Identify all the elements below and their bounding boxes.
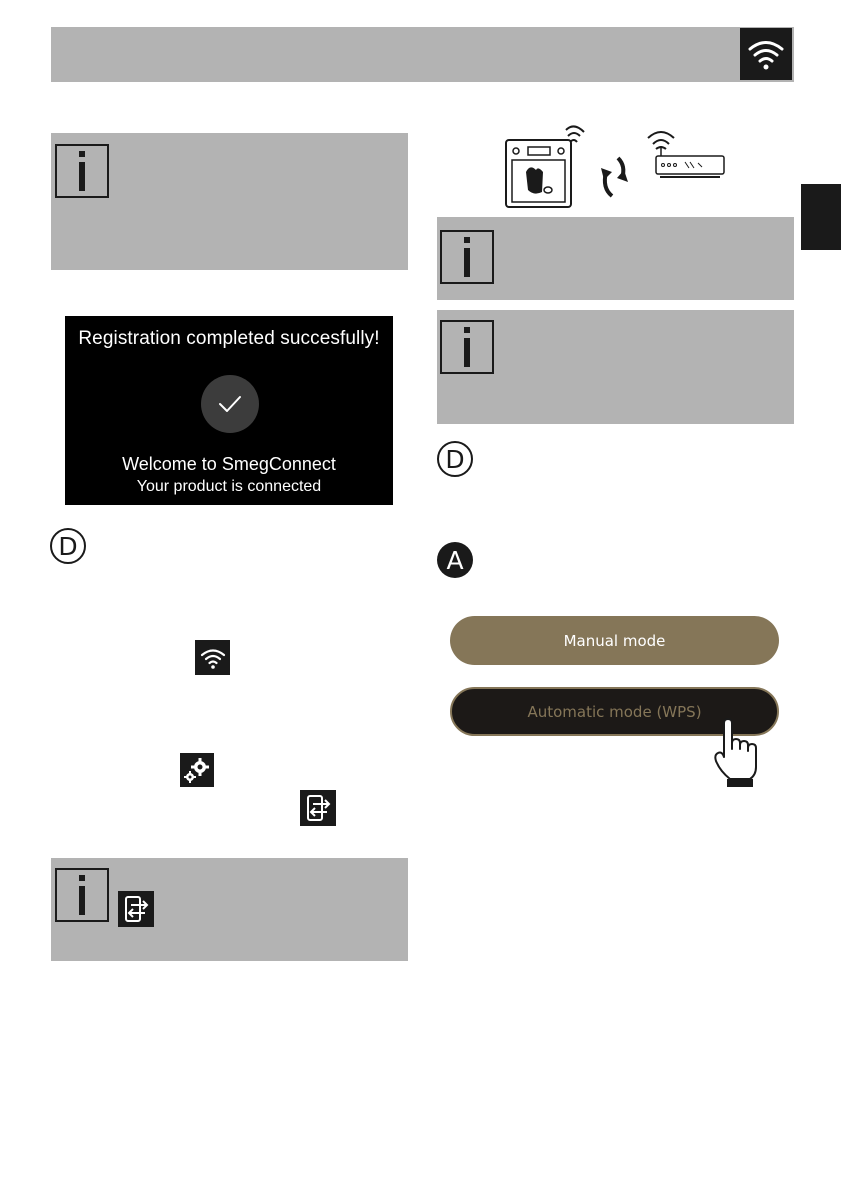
step-d-badge: D [50, 528, 86, 564]
gears-icon [180, 753, 214, 787]
info-icon [440, 230, 494, 284]
info-icon [440, 320, 494, 374]
phone-transfer-icon [118, 891, 154, 927]
info-box-3 [437, 310, 794, 424]
registration-screen [65, 316, 393, 505]
pointing-hand-icon [712, 717, 764, 789]
screen-title: Registration completed succesfully! [78, 328, 380, 349]
welcome-text: Welcome to SmegConnect [122, 454, 336, 474]
info-icon [55, 144, 109, 198]
info-box-4 [51, 858, 408, 961]
wifi-icon [740, 28, 792, 80]
oven-router-illustration [498, 120, 738, 215]
header-bar [51, 27, 794, 82]
info-box-1 [51, 133, 408, 270]
info-icon [55, 868, 109, 922]
manual-mode-button[interactable]: Manual mode [450, 616, 779, 665]
step-a-badge: A [437, 542, 473, 578]
connected-status: Your product is connected [136, 478, 322, 495]
oven-icon [498, 120, 738, 215]
phone-transfer-icon [300, 790, 336, 826]
info-box-2 [437, 217, 794, 300]
step-d-badge: D [437, 441, 473, 477]
automatic-mode-button[interactable]: Automatic mode (WPS) [450, 687, 779, 736]
language-tab [801, 184, 841, 250]
check-icon [201, 375, 259, 433]
wifi-icon [195, 640, 230, 675]
